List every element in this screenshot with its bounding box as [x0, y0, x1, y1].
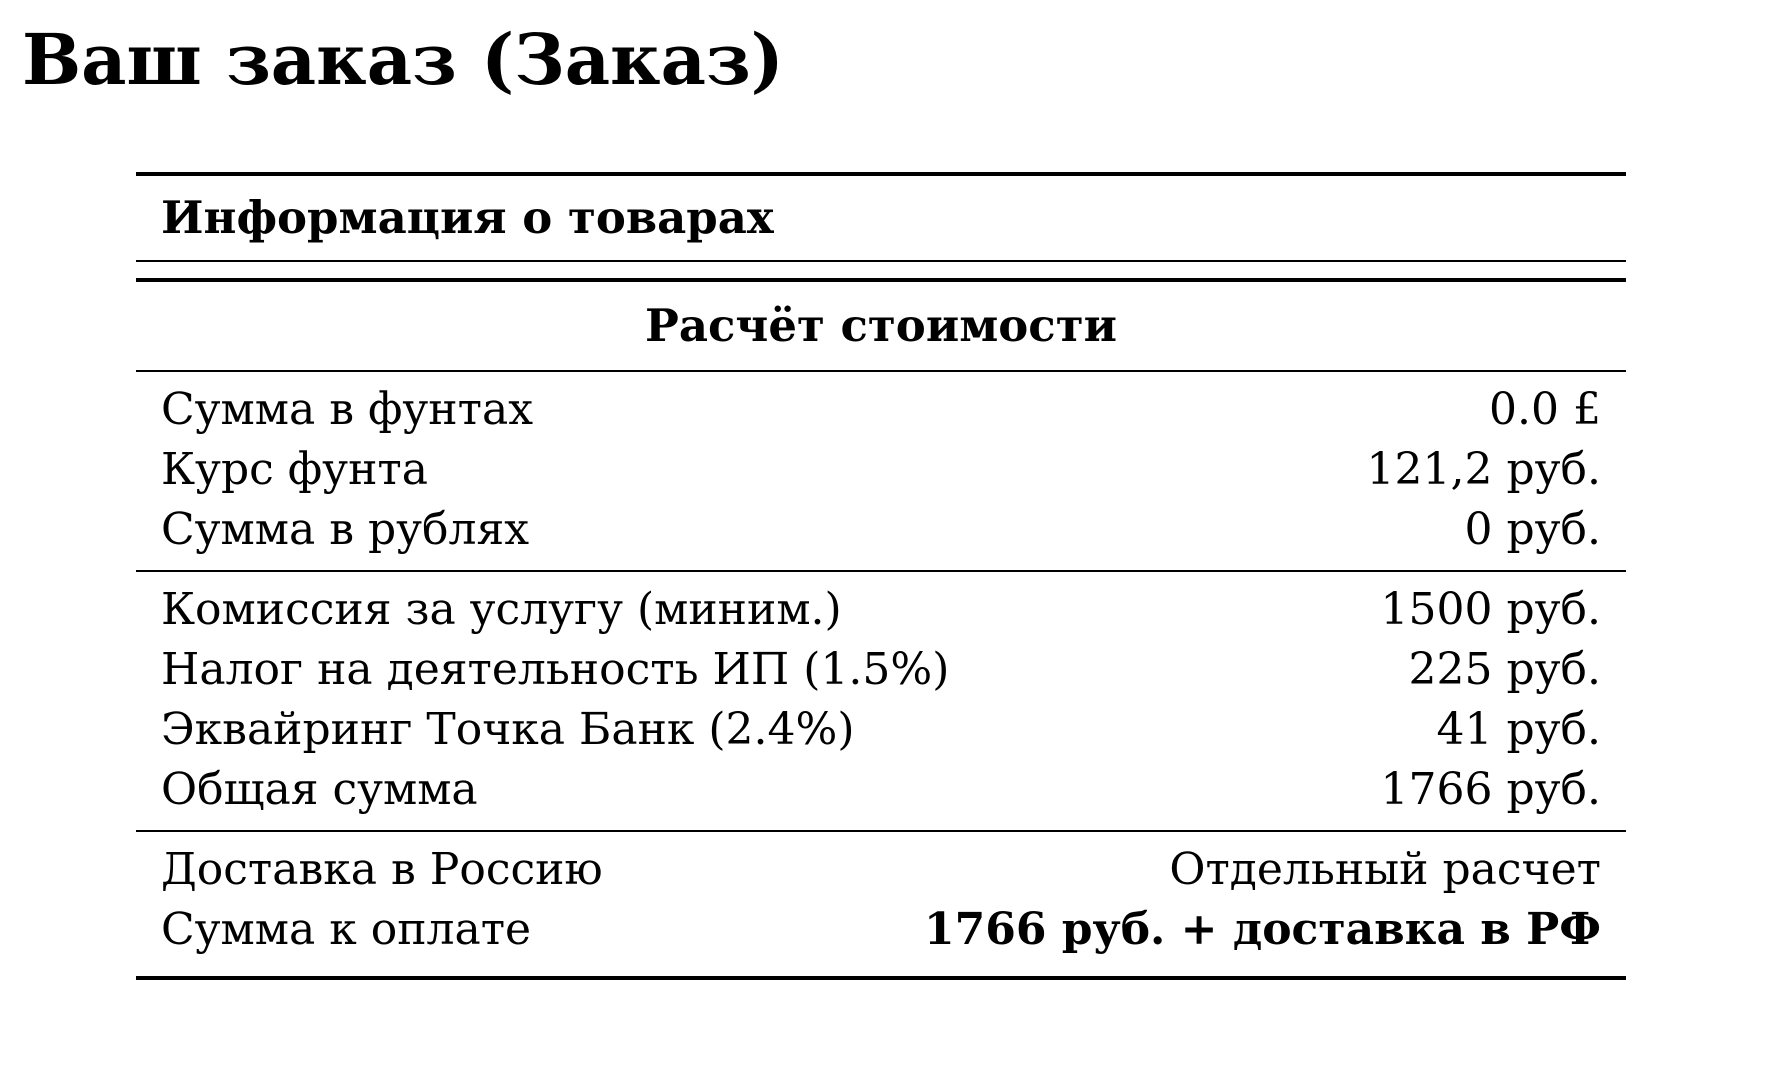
table-row-service-fee — [136, 580, 1626, 640]
row-value: 0.0 £ — [1489, 383, 1601, 435]
row-label: Курс фунта — [161, 443, 428, 495]
currency-group — [136, 372, 1626, 570]
order-summary-table — [136, 172, 1626, 980]
table-row-pound-rate — [136, 440, 1626, 500]
products-section-title: Информация о товарах — [161, 191, 774, 244]
row-value: 121,2 руб. — [1366, 443, 1601, 495]
table-row-acquiring — [136, 700, 1626, 760]
row-label: Налог на деятельность ИП (1.5%) — [161, 643, 950, 695]
page-title: Ваш заказ (Заказ) — [22, 18, 784, 101]
products-section-header — [136, 176, 1626, 260]
row-value: 225 руб. — [1408, 643, 1601, 695]
table-row-total — [136, 760, 1626, 820]
amount-due-value: 1766 руб. + доставка в РФ — [923, 903, 1601, 955]
table-row-tax — [136, 640, 1626, 700]
row-label: Сумма к оплате — [161, 903, 532, 955]
row-label: Сумма в рублях — [161, 503, 530, 555]
row-value: 1500 руб. — [1380, 583, 1601, 635]
row-label: Эквайринг Точка Банк (2.4%) — [161, 703, 855, 755]
fees-group — [136, 572, 1626, 830]
table-row-amount-due — [136, 900, 1626, 960]
row-label: Комиссия за услугу (миним.) — [161, 583, 842, 635]
row-label: Доставка в Россию — [161, 843, 603, 895]
table-row-delivery — [136, 840, 1626, 900]
table-row-sum-pounds — [136, 380, 1626, 440]
payment-group — [136, 832, 1626, 976]
table-bottom-border — [136, 976, 1626, 980]
row-label: Сумма в фунтах — [161, 383, 534, 435]
table-row-sum-rubles — [136, 500, 1626, 560]
calculation-section-header — [136, 282, 1626, 370]
row-label: Общая сумма — [161, 763, 478, 815]
row-value: 0 руб. — [1464, 503, 1601, 555]
row-value: Отдельный расчет — [1169, 843, 1601, 895]
row-value: 41 руб. — [1436, 703, 1601, 755]
calculation-section-title: Расчёт стоимости — [645, 299, 1117, 352]
row-value: 1766 руб. — [1380, 763, 1601, 815]
